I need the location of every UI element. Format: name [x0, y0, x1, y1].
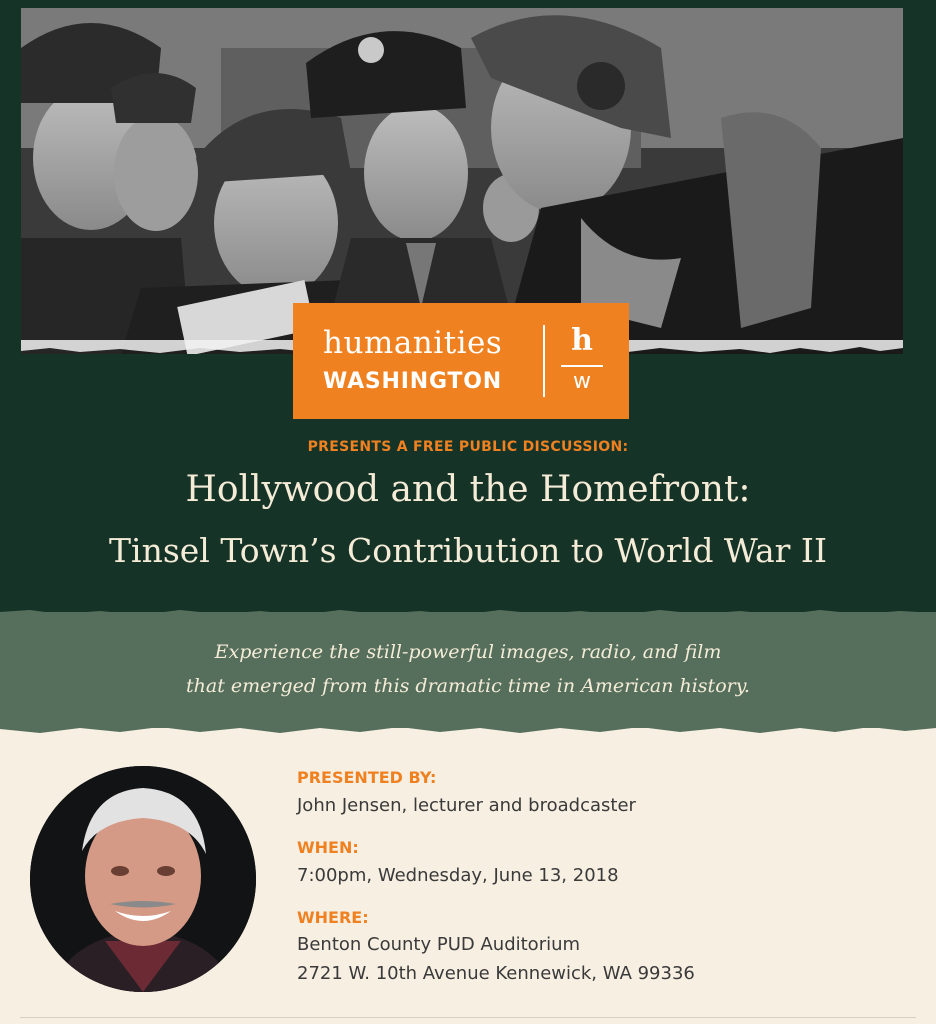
where-address: 2721 W. 10th Avenue Kennewick, WA 99336 — [297, 963, 695, 984]
logo-monogram-h: h — [571, 323, 593, 358]
humanities-washington-logo — [293, 303, 629, 419]
bottom-divider — [20, 1017, 916, 1018]
tagline-line2: that emerged from this dramatic time in American history. — [186, 675, 750, 697]
presents-label: PRESENTS A FREE PUBLIC DISCUSSION: — [307, 439, 629, 455]
event-title-line1: Hollywood and the Homefront: — [185, 469, 751, 510]
logo-wordmark-humanities: humanities — [323, 325, 503, 361]
tagline-band — [0, 612, 936, 728]
presenter-portrait-illustration — [30, 766, 256, 992]
tagline-line1: Experience the still-powerful images, radio, and film — [214, 641, 722, 663]
presenter-portrait — [30, 766, 256, 992]
logo-wordmark-washington: WASHINGTON — [323, 369, 502, 394]
event-title-line2: Tinsel Town’s Contribution to World War II — [109, 531, 827, 570]
when-label: WHEN: — [297, 838, 359, 857]
logo-monogram-bar — [561, 365, 603, 367]
torn-edge-bottom — [0, 722, 936, 738]
torn-edge-top — [0, 604, 936, 620]
where-venue: Benton County PUD Auditorium — [297, 934, 581, 955]
logo-monogram-w: w — [573, 369, 591, 394]
when-value: 7:00pm, Wednesday, June 13, 2018 — [297, 865, 619, 886]
presented-by-value: John Jensen, lecturer and broadcaster — [297, 795, 636, 816]
where-label: WHERE: — [297, 908, 369, 927]
presented-by-label: PRESENTED BY: — [297, 768, 437, 787]
logo-divider — [543, 325, 545, 397]
